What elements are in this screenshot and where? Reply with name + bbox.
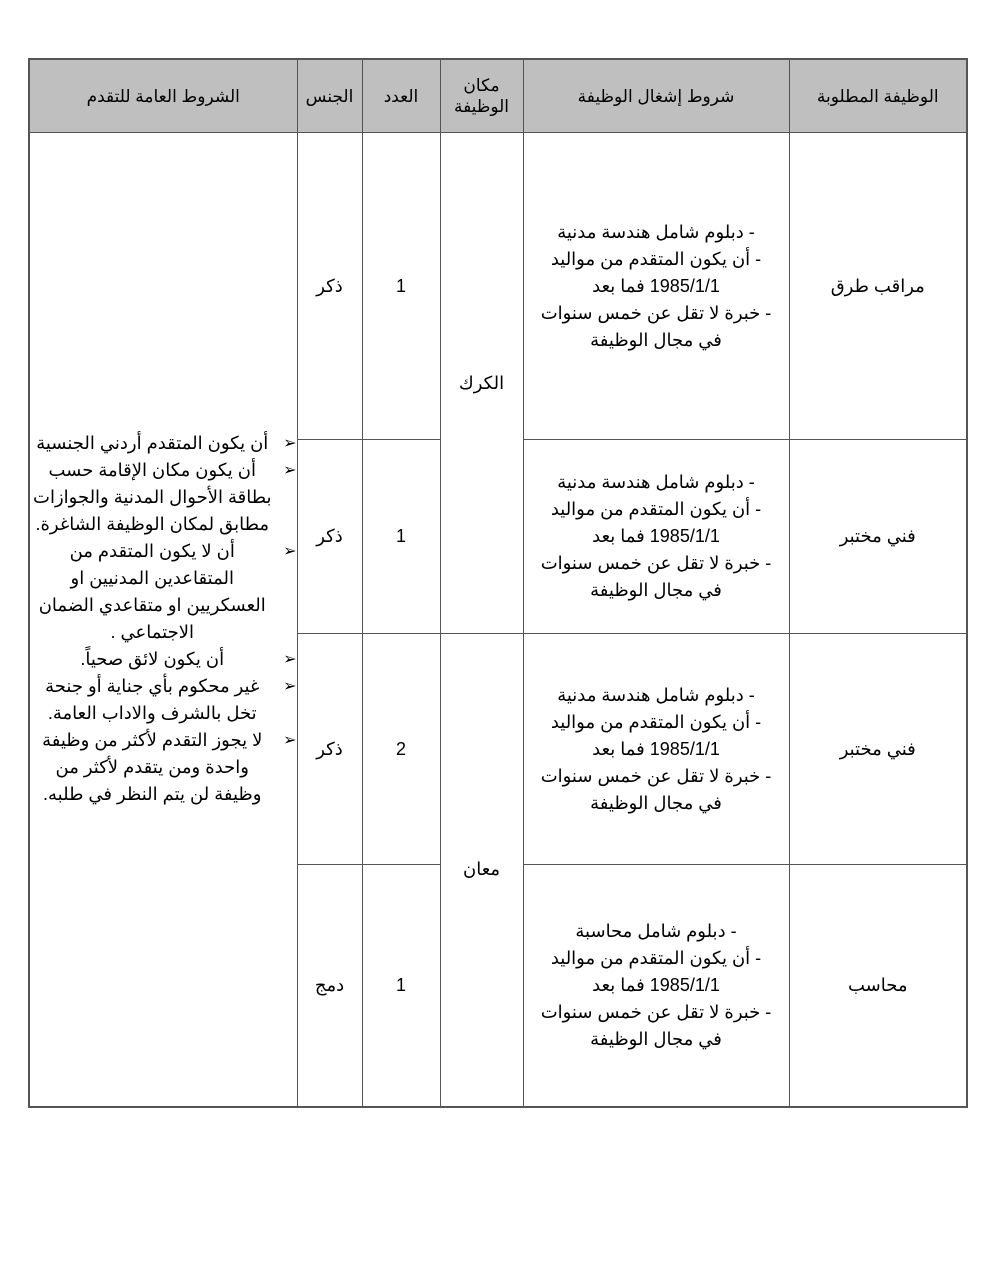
check-arrow-bullet-icon: ➢ — [283, 435, 297, 453]
requirement-line: - خبرة لا تقل عن خمس سنوات — [540, 553, 772, 573]
check-arrow-bullet-icon: ➢ — [283, 462, 297, 480]
header-gender: الجنس — [297, 59, 362, 133]
header-requirements: شروط إشغال الوظيفة — [523, 59, 789, 133]
requirement-line: - أن يكون المتقدم من مواليد — [550, 499, 762, 519]
requirement-line: 1985/1/1 فما بعد — [592, 974, 720, 995]
condition-text: أن يكون المتقدم أردني الجنسية — [36, 433, 269, 454]
requirement-line: - أن يكون المتقدم من مواليد — [550, 248, 762, 269]
check-arrow-bullet-icon: ➢ — [283, 678, 297, 696]
header-count: العدد — [362, 59, 440, 133]
requirement-line: 1985/1/1 فما بعد — [592, 738, 720, 759]
job-location: معان — [440, 634, 523, 1107]
job-requirements — [523, 133, 789, 440]
check-arrow-bullet-icon: ➢ — [283, 732, 297, 750]
requirement-line: في مجال الوظيفة — [590, 792, 722, 813]
job-gender: ذكر — [297, 634, 362, 865]
requirement-line: - دبلوم شامل محاسبة — [575, 920, 737, 941]
condition-item — [30, 646, 297, 673]
job-title: فني مختبر — [789, 634, 967, 865]
check-arrow-bullet-icon: ➢ — [283, 651, 297, 669]
condition-item — [30, 430, 297, 457]
job-requirements — [523, 440, 789, 634]
job-count: 1 — [362, 440, 440, 634]
job-count: 1 — [362, 865, 440, 1107]
requirement-line: - أن يكون المتقدم من مواليد — [550, 947, 762, 968]
header-general-conditions: الشروط العامة للتقدم — [29, 59, 297, 133]
requirement-line: 1985/1/1 فما بعد — [592, 526, 720, 546]
general-conditions-list — [30, 430, 297, 808]
requirement-line: - دبلوم شامل هندسة مدنية — [557, 472, 755, 492]
condition-text: أن يكون مكان الإقامة حسب بطاقة الأحوال المدنية والجوازات مطابق لمكان الوظيفة الشاغرة. — [33, 460, 272, 535]
job-location: الكرك — [440, 133, 523, 634]
requirement-line: - خبرة لا تقل عن خمس سنوات — [540, 1001, 772, 1022]
condition-text: لا يجوز التقدم لأكثر من وظيفة واحدة ومن يتقدم لأكثر من وظيفة لن يتم النظر في طلبه. — [42, 730, 263, 805]
condition-text: أن لا يكون المتقدم من المتقاعدين المدنيين او العسكريين او متقاعدي الضمان الاجتماعي . — [38, 541, 266, 643]
header-location — [440, 59, 523, 133]
job-title: محاسب — [789, 865, 967, 1107]
job-requirements — [523, 634, 789, 865]
condition-item — [30, 727, 297, 808]
job-count: 1 — [362, 133, 440, 440]
job-title: مراقب طرق — [789, 133, 967, 440]
job-requirements — [523, 865, 789, 1107]
condition-item — [30, 673, 297, 727]
condition-text: غير محكوم بأي جناية أو جنحة تخل بالشرف والاداب العامة. — [45, 676, 260, 724]
job-vacancies-table — [28, 58, 968, 1108]
table-row — [29, 133, 967, 440]
requirement-line: في مجال الوظيفة — [590, 580, 722, 600]
requirement-line: - خبرة لا تقل عن خمس سنوات — [540, 302, 772, 323]
job-count: 2 — [362, 634, 440, 865]
job-title: فني مختبر — [789, 440, 967, 634]
requirement-line: - خبرة لا تقل عن خمس سنوات — [540, 765, 772, 786]
condition-item — [30, 457, 297, 538]
requirement-line: في مجال الوظيفة — [590, 329, 722, 350]
header-job: الوظيفة المطلوبة — [789, 59, 967, 133]
job-gender: ذكر — [297, 440, 362, 634]
check-arrow-bullet-icon: ➢ — [283, 543, 297, 561]
requirement-line: في مجال الوظيفة — [590, 1028, 722, 1049]
requirement-line: - دبلوم شامل هندسة مدنية — [557, 221, 755, 242]
requirement-line: - أن يكون المتقدم من مواليد — [550, 711, 762, 732]
job-gender: ذكر — [297, 133, 362, 440]
job-gender: دمج — [297, 865, 362, 1107]
header-location-label: مكان الوظيفة — [453, 76, 510, 116]
condition-item — [30, 538, 297, 646]
requirement-line: 1985/1/1 فما بعد — [592, 275, 720, 296]
table-header-row — [29, 59, 967, 133]
general-conditions-cell — [29, 133, 297, 1107]
requirement-line: - دبلوم شامل هندسة مدنية — [557, 684, 755, 705]
condition-text: أن يكون لائق صحياً. — [80, 649, 225, 670]
